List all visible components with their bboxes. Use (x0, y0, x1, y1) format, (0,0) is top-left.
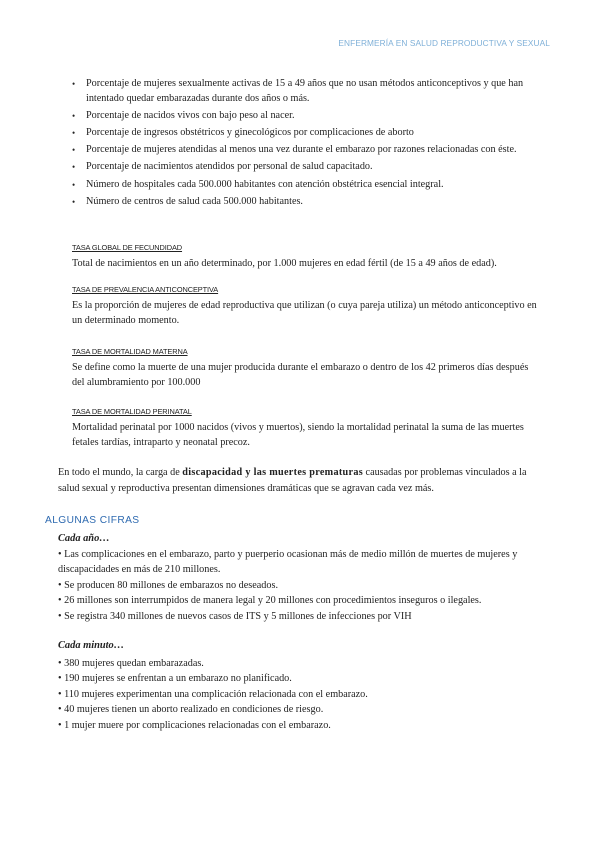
list-item: • Porcentaje de nacimientos atendidos por personal de salud capacitado. (72, 160, 542, 175)
list-item: • 190 mujeres se enfrentan a un embarazo no planificado. (58, 673, 292, 685)
burden-paragraph (58, 465, 543, 496)
per-year-list (58, 547, 528, 624)
list-item: • Porcentaje de mujeres sexualmente activas de 15 a 49 años que no usan métodos anticonceptivos y que han intentado quedar embarazadas durante dos años o más. (72, 77, 542, 106)
list-item: • Las complicaciones en el embarazo, parto y puerperio ocasionan más de medio millón de muertes de mujeres y discapacidades en más de 210 millones. (58, 549, 518, 576)
list-item: • 110 mujeres experimentan una complicación relacionada con el embarazo. (58, 688, 368, 700)
term-definition: Se define como la muerte de una mujer producida durante el embarazo o dentro de los 42 primeros días después del alumbramiento por 100.000 (72, 362, 529, 388)
term-title: TASA DE PREVALENCIA ANTICONCEPTIVA (72, 285, 219, 294)
list-item: • Porcentaje de ingresos obstétricos y ginecológicos por complicaciones de aborto (72, 126, 542, 141)
paragraph-text: causadas por problemas vinculados a la salud sexual y reproductiva presentan dimensiones dramáticas que se agravan cada vez más. (58, 467, 527, 494)
paragraph-text: En todo el mundo, la carga de (58, 467, 183, 478)
per-minute-list (58, 656, 528, 733)
term-fertility-rate (72, 243, 542, 271)
list-item: • Número de centros de salud cada 500.000 habitantes. (72, 195, 542, 210)
list-item: • 1 mujer muere por complicaciones relacionadas con el embarazo. (58, 719, 331, 731)
list-item: • Porcentaje de nacidos vivos con bajo peso al nacer. (72, 109, 542, 124)
term-definition: Es la proporción de mujeres de edad reproductiva que utilizan (o cuya pareja utiliza) un método anticonceptivo en un determinado momento. (72, 300, 537, 326)
per-year-title: Cada año… (58, 533, 110, 544)
list-item: • Número de hospitales cada 500.000 habitantes con atención obstétrica esencial integral. (72, 178, 542, 193)
term-maternal-mortality (72, 347, 542, 390)
term-definition: Total de nacimientos en un año determinado, por 1.000 mujeres en edad fértil (de 15 a 49 años de edad). (72, 258, 497, 269)
list-item: • Porcentaje de mujeres atendidas al menos una vez durante el embarazo por razones relacionadas con éste. (72, 143, 542, 158)
list-item: • 380 mujeres quedan embarazadas. (58, 658, 204, 669)
paragraph-emphasis: discapacidad y las muertes prematuras (182, 467, 363, 478)
term-contraceptive-prevalence (72, 285, 542, 328)
term-perinatal-mortality (72, 407, 542, 450)
indicator-list (72, 77, 542, 212)
list-item: • Se producen 80 millones de embarazos no deseados. (58, 579, 278, 591)
term-title: TASA DE MORTALIDAD PERINATAL (72, 407, 192, 416)
running-header: ENFERMERÍA EN SALUD REPRODUCTIVA Y SEXUAL (338, 38, 550, 48)
list-item: • 26 millones son interrumpidos de manera legal y 20 millones con procedimientos inseguros o ilegales. (58, 595, 482, 607)
term-title: TASA GLOBAL DE FECUNDIDAD (72, 243, 183, 252)
term-definition: Mortalidad perinatal por 1000 nacidos (vivos y muertos), siendo la mortalidad perinatal la suma de las muertes fetales tardías, intraparto y neonatal precoz. (72, 422, 524, 448)
list-item: • Se registra 340 millones de nuevos casos de ITS y 5 millones de infecciones por VIH (58, 610, 412, 622)
per-minute-title: Cada minuto… (58, 640, 125, 651)
section-title: ALGUNAS CIFRAS (45, 515, 140, 526)
list-item: • 40 mujeres tienen un aborto realizado en condiciones de riesgo. (58, 704, 324, 716)
term-title: TASA DE MORTALIDAD MATERNA (72, 347, 188, 356)
